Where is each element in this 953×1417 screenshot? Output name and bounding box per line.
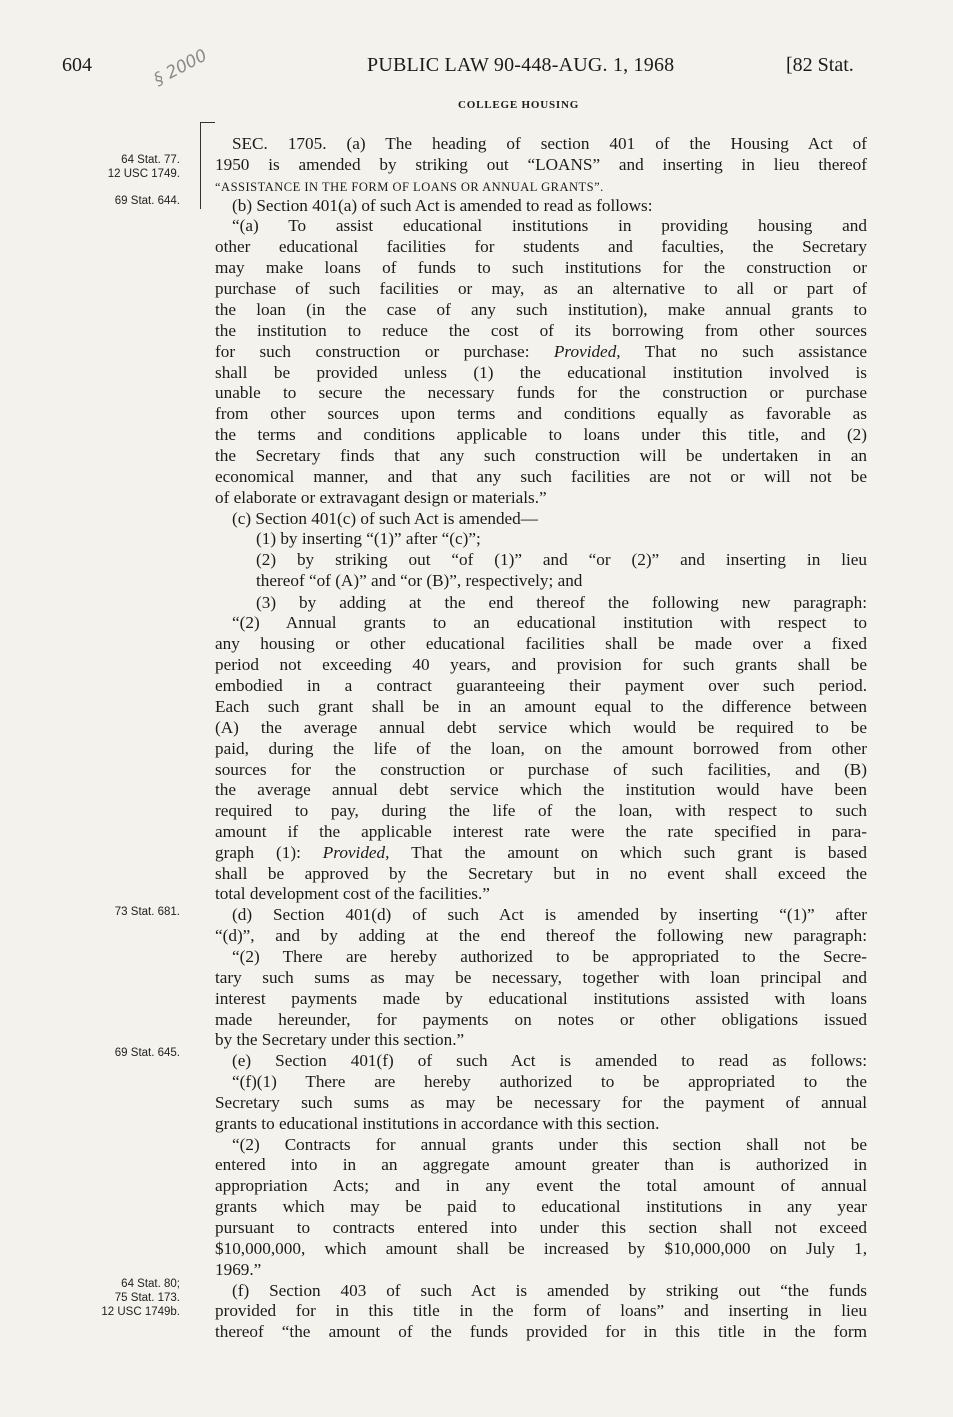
text-line: Secretary such sums as may be necessary for the payment of annual: [215, 1093, 867, 1112]
text-line: (d) Section 401(d) of such Act is amended by inserting “(1)” after: [232, 905, 867, 924]
text-line: grants to educational institutions in accordance with this section.: [215, 1114, 660, 1133]
proviso-word: Provided,: [322, 843, 390, 862]
text-line: the loan (in the case of any such institution), make annual grants to: [215, 300, 867, 319]
text-line: the Secretary finds that any such construction will be undertaken in an: [215, 446, 867, 465]
text-line: (1) by inserting “(1)” after “(c)”;: [256, 529, 481, 548]
text-line: the average annual debt service which the institution would have been: [215, 780, 867, 799]
text-line: of elaborate or extravagant design or materials.”: [215, 488, 547, 507]
text-line: [215, 842, 867, 863]
text-line: shall be provided unless (1) the educational institution involved is: [215, 363, 867, 382]
handwritten-annotation: § 2000: [150, 45, 211, 90]
text-line: Each such grant shall be in an amount equal to the difference between: [215, 697, 867, 716]
text-segment: That no such assistance: [644, 342, 867, 361]
text-line: shall be approved by the Secretary but in no event shall exceed the: [215, 864, 867, 883]
page-number: 604: [62, 54, 92, 76]
text-line: period not exceeding 40 years, and provision for such grants shall be: [215, 655, 867, 674]
text-line: “(d)”, and by adding at the end thereof the following new paragraph:: [215, 926, 867, 945]
text-line: (c) Section 401(c) of such Act is amended—: [232, 509, 538, 528]
text-segment: That the amount on which such grant is based: [411, 843, 867, 862]
margin-note: 69 Stat. 645.: [114, 1047, 180, 1059]
text-line: embodied in a contract guaranteeing their payment over such period.: [215, 676, 867, 695]
text-line: entered into in an aggregate amount greater than is authorized in: [215, 1155, 867, 1174]
text-line: (b) Section 401(a) of such Act is amended to read as follows:: [232, 196, 653, 215]
text-line: 1950 is amended by striking out “LOANS” and inserting in lieu thereof: [215, 155, 867, 174]
text-line: sources for the construction or purchase of such facilities, and (B): [215, 760, 867, 779]
text-line: “ASSISTANCE IN THE FORM OF LOANS OR ANNUAL GRANTS”.: [215, 180, 604, 194]
text-line: “(2) Annual grants to an educational institution with respect to: [232, 613, 867, 632]
text-line: thereof “the amount of the funds provided for in this title in the form: [215, 1322, 867, 1341]
text-line: (f) Section 403 of such Act is amended by striking out “the funds: [232, 1281, 867, 1300]
text-line: from other sources upon terms and conditions equally as favorable as: [215, 404, 867, 423]
proviso-word: Provided,: [553, 342, 621, 361]
text-line: “(2) Contracts for annual grants under this section shall not be: [232, 1135, 867, 1154]
text-line: (A) the average annual debt service which would be required to be: [215, 718, 867, 737]
text-line: “(a) To assist educational institutions in providing housing and: [232, 216, 867, 235]
text-line: 1969.”: [215, 1260, 262, 1279]
text-line: appropriation Acts; and in any event the total amount of annual: [215, 1176, 867, 1195]
margin-note: 12 USC 1749b.: [101, 1306, 180, 1318]
margin-note: 75 Stat. 173.: [114, 1292, 180, 1304]
text-line: the terms and conditions applicable to loans under this title, and (2): [215, 425, 867, 444]
text-line: “(2) There are hereby authorized to be appropriated to the Secre-: [232, 947, 867, 966]
text-line: thereof “of (A)” and “or (B)”, respectively; and: [256, 571, 583, 590]
margin-note: 64 Stat. 77.: [121, 154, 180, 166]
text-line: amount if the applicable interest rate were the rate specified in para-: [215, 822, 867, 841]
text-line: (2) by striking out “of (1)” and “or (2)” and inserting in lieu: [256, 550, 867, 569]
text-line: provided for in this title in the form of loans” and inserting in lieu: [215, 1301, 867, 1320]
text-line: SEC. 1705. (a) The heading of section 401 of the Housing Act of: [232, 134, 867, 153]
text-line: $10,000,000, which amount shall be increased by $10,000,000 on July 1,: [215, 1239, 867, 1258]
text-line: grants which may be paid to educational institutions in any year: [215, 1197, 867, 1216]
text-line: total development cost of the facilities.”: [215, 884, 490, 903]
text-line: the institution to reduce the cost of its borrowing from other sources: [215, 321, 867, 340]
margin-note: 64 Stat. 80;: [121, 1278, 180, 1290]
text-line: tary such sums as may be necessary, together with loan principal and: [215, 968, 867, 987]
running-title: PUBLIC LAW 90-448-AUG. 1, 1968: [367, 54, 675, 76]
statute-volume: [82 Stat.: [786, 54, 854, 76]
text-line: other educational facilities for students and faculties, the Secretary: [215, 237, 867, 256]
text-line: any housing or other educational facilities shall be made over a fixed: [215, 634, 867, 653]
margin-note: 73 Stat. 681.: [114, 906, 180, 918]
text-line: by the Secretary under this section.”: [215, 1030, 465, 1049]
section-heading: COLLEGE HOUSING: [458, 99, 580, 111]
text-line: purchase of such facilities or may, as an alternative to all or part of: [215, 279, 867, 298]
text-line: pursuant to contracts entered into under this section shall not exceed: [215, 1218, 867, 1237]
text-line: [215, 341, 867, 362]
text-line: made hereunder, for payments on notes or other obligations issued: [215, 1010, 867, 1029]
text-line: paid, during the life of the loan, on the amount borrowed from other: [215, 739, 867, 758]
text-line: economical manner, and that any such facilities are not or will not be: [215, 467, 867, 486]
margin-bracket: [200, 122, 215, 209]
text-line: unable to secure the necessary funds for the construction or purchase: [215, 383, 867, 402]
text-line: “(f)(1) There are hereby authorized to be appropriated to the: [232, 1072, 867, 1091]
text-segment: graph (1):: [215, 843, 301, 862]
text-line: may make loans of funds to such institutions for the construction or: [215, 258, 867, 277]
text-line: interest payments made by educational institutions assisted with loans: [215, 989, 867, 1008]
text-line: (e) Section 401(f) of such Act is amended to read as follows:: [232, 1051, 867, 1070]
text-line: (3) by adding at the end thereof the following new paragraph:: [256, 593, 867, 612]
text-line: required to pay, during the life of the loan, with respect to such: [215, 801, 867, 820]
margin-note: 69 Stat. 644.: [114, 195, 180, 207]
text-segment: for such construction or purchase:: [215, 342, 530, 361]
margin-note: 12 USC 1749.: [107, 168, 180, 180]
